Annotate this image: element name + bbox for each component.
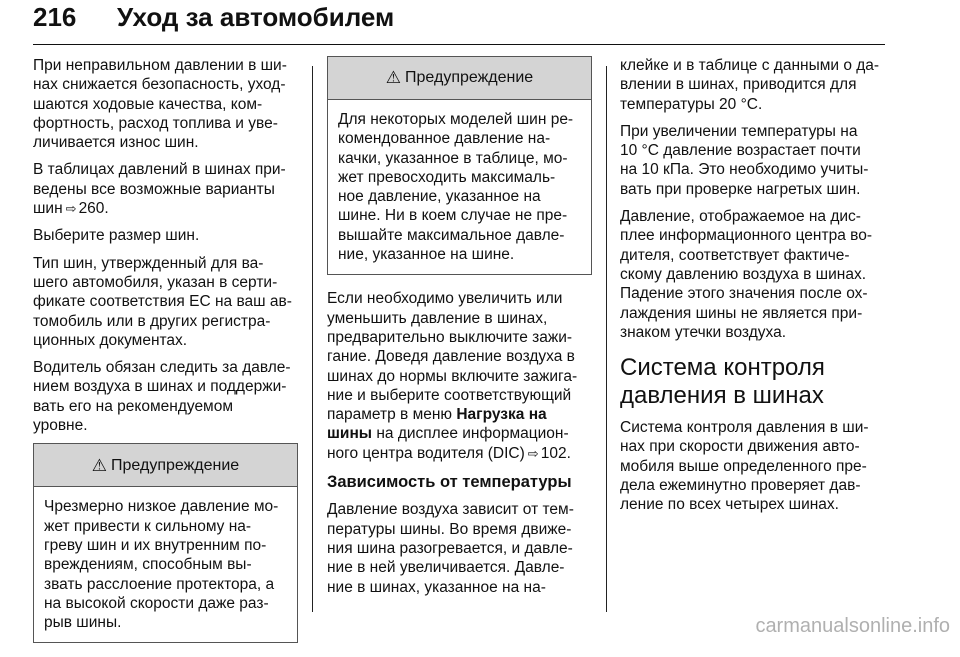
- warning-triangle-icon: ⚠: [385, 68, 402, 88]
- paragraph: Тип шин, утвержденный для ва- шего автомобиля, указан в серти- фикате соответствия ЕС на ваш ав- томобиль или в других регистра- ционных документах.: [33, 254, 292, 349]
- paragraph: Давление воздуха зависит от тем- пературы шины. Во время движе- ния шина разогревается, и давле- ние в ней увеличивается. Давле- ние в шинах, указанное на на-: [327, 501, 574, 596]
- page-reference-link[interactable]: 260.: [78, 200, 109, 218]
- section-title: Система контроля давления в шинах: [620, 354, 825, 410]
- warning-box: [33, 443, 298, 643]
- page-reference-arrow-icon: ⇨: [65, 201, 77, 217]
- warning-title: Предупреждение: [405, 69, 534, 87]
- page-header: [33, 0, 885, 50]
- paragraph-text: Если необходимо увеличить или уменьшить давление в шинах, предварительно выключите зажи- гание. Доведя давление воздуха в шинах до нормы включите зажига- ние и выберите соответствующий параметр в меню: [327, 290, 578, 424]
- paragraph-text: на дисплее информацион- ного центра водителя (DIC): [327, 425, 569, 462]
- warning-header: [328, 57, 591, 100]
- page-reference-arrow-icon: ⇨: [527, 445, 539, 461]
- paragraph-text: В таблицах давлений в шинах при- ведены все возможные варианты шин: [33, 161, 286, 218]
- warning-title: Предупреждение: [111, 456, 240, 474]
- page-reference-link[interactable]: 102.: [540, 444, 571, 462]
- warning-text: Для некоторых моделей шин ре- комендованное давление на- качки, указанное в таблице, мо- жет превосходить максималь- ное давление, указанное на шине. Ни в коем случае не пре- вышайте максимальное давле- ние, указанное на шине.: [338, 111, 574, 264]
- warning-triangle-icon: ⚠: [91, 455, 108, 475]
- column-right: [620, 56, 885, 523]
- subheading: Зависимость от температуры: [327, 473, 572, 492]
- header-divider: [33, 44, 885, 45]
- paragraph: Система контроля давления в ши- нах при скорости движения авто- мобиля выше определенного пре- дела ежеминутно проверяет дав- ление по всех четырех шинах.: [620, 419, 869, 514]
- paragraph-with-ref: [327, 289, 592, 463]
- warning-text: Чрезмерно низкое давление мо- жет привести к сильному на- греву шин и их внутренним по- вреждениям, способным вы- звать расслоение протектора, а на высокой скорости даже раз- рыв шины.: [44, 498, 279, 632]
- paragraph: Выберите размер шин.: [33, 227, 200, 245]
- paragraph: При увеличении температуры на 10 °C давление возрастает почти на 10 кПа. Это необходимо учиты- вать при проверке нагретых шин.: [620, 122, 869, 198]
- page-title: Уход за автомобилем: [117, 2, 395, 32]
- paragraph: Водитель обязан следить за давле- нием воздуха в шинах и поддержи- вать его на рекомендуемом уровне.: [33, 359, 291, 435]
- watermark: carmanualsonline.info: [755, 615, 950, 637]
- paragraph-with-ref: [33, 160, 298, 218]
- column-divider-right: [606, 66, 607, 612]
- paragraph: При неправильном давлении в ши- нах снижается безопасность, уход- шаются ходовые качества, ком- фортность, расход топлива и уве- личивается износ шин.: [33, 57, 287, 152]
- paragraph: Давление, отображаемое на дис- плее информационного центра во- дителя, соответствует фактиче- скому давлению воздуха в шинах. Падение этого значения после ох- лаждения шины не является при- знаком утечки воздуха.: [620, 208, 872, 341]
- warning-header: [34, 444, 297, 487]
- menu-item-name: Нагрузка на шины: [327, 406, 547, 443]
- page-number: 216: [33, 2, 77, 32]
- column-divider-left: [312, 66, 313, 612]
- column-left: [33, 56, 298, 657]
- warning-box: [327, 56, 592, 275]
- paragraph: клейке и в таблице с данными о да- влении в шинах, приводится для температуры 20 °C.: [620, 57, 880, 113]
- column-middle: [327, 56, 592, 605]
